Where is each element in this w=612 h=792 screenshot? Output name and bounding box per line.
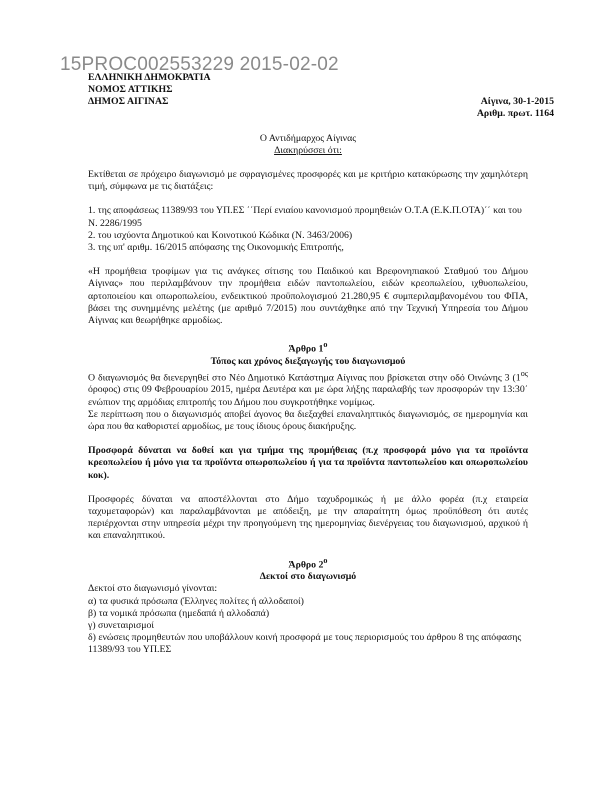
- article-1-heading: [88, 339, 528, 355]
- article-1-partial-offer-note: Προσφορά δύναται να δοθεί και για τμήμα της προμήθειας (π.χ προσφορά μόνο για τα προϊόντα κρεοπωλείου ή μόνο για τα προϊόντα οπωροπωλείου ή για τα προϊόντα παντοπωλείου και οπωροπωλείου κοκ).: [88, 445, 528, 481]
- article-1-paragraph-2: Σε περίπτωση που ο διαγωνισμός αποβεί άγονος θα διεξαχθεί επαναληπτικός διαγωνισμός, σε ημερομηνία και ώρα που θα καθοριστεί αρμοδίως, με τους ίδιους όρους διακήρυξης.: [88, 408, 528, 432]
- letterhead-prefecture: ΝΟΜΟΣ ΑΤΤΙΚΗΣ: [88, 84, 173, 96]
- article-1-paragraph-3: Προσφορές δύναται να αποστέλλονται στο Δήμο ταχυδρομικώς ή με άλλο φορέα (π.χ εταιρεία ταχυμεταφορών) και παραλαμβάνονται με απόδειξη, με την απαραίτητη όμως προϋπόθεση ότι αυτές περιέρχονται στην υπηρεσία μέχρι την προηγούμενη της ημερομηνίας διενέργειας του διαγωνισμού, αρχικού ή και επαναληπτικού.: [88, 493, 528, 542]
- provision-item: 1. της αποφάσεως 11389/93 του ΥΠ.ΕΣ ΄΄Περί ενιαίου κανονισμού προμηθειών Ο.Τ.Α (Ε.Κ.Π.ΟΤΑ)΄΄ και του Ν. 2286/1995: [88, 205, 522, 229]
- subject-paragraph: «Η προμήθεια τροφίμων για τις ανάγκες σίτισης του Παιδικού και Βρεφονηπιακού Σταθμού του Δήμου Αίγινας» που περιλαμβάνουν την προμήθεια ειδών παντοπωλείου, ειδών κρεοπωλείου, ιχθυοπωλείου, αρτοποιείου και οπωροπωλείου, ενδεικτικού προϋπολογισμού 21.280,95 € συμπεριλαμβανομένου του ΦΠΑ, βάσει της συνημμένης μελέτης (με αριθμό 7/2015) που συντάχθηκε από την Τεχνική Υπηρεσία του Δήμου Αίγινας και θεωρήθηκε αρμοδίως.: [88, 266, 528, 327]
- article-1-para1-sup: ος: [520, 368, 528, 378]
- document-page: [88, 72, 554, 657]
- provision-item: 3. της υπ' αριθμ. 16/2015 απόφασης της Οικονομικής Επιτροπής,: [88, 242, 344, 254]
- letterhead-country: ΕΛΛΗΝΙΚΗ ΔΗΜΟΚΡΑΤΙΑ: [88, 72, 211, 83]
- eligible-item: β) τα νομικά πρόσωπα (ημεδαπά ή αλλοδαπά): [88, 607, 270, 619]
- article-1-paragraph-1: [88, 368, 528, 409]
- issuer-announces: Διακηρύσσει ότι:: [274, 144, 342, 156]
- letterhead: [88, 72, 554, 120]
- article-1-para1-part-a: Ο διαγωνισμός θα διενεργηθεί στο Νέο Δημοτικό Κατάστημα Αίγινας που βρίσκεται στην οδό Οινώνης 3 (1: [88, 372, 521, 384]
- article-2-intro: Δεκτοί στο διαγωνισμό γίνονται:: [88, 583, 218, 595]
- article-2-heading-sup: ο: [323, 555, 328, 565]
- provision-item: 2. του ισχύοντα Δημοτικού και Κοινοτικού Κώδικα (Ν. 3463/2006): [88, 229, 353, 241]
- article-1-para1-part-b: όροφος) στις 09 Φεβρουαρίου 2015, ημέρα Δευτέρα και με ώρα λήξης παραλαβής των προσφορών την 13:30΄ ενώπιον της αρμόδιας επιτροπής του Δήμου που συγκροτήθηκε νομίμως.: [88, 384, 528, 408]
- eligible-item: α) τα φυσικά πρόσωπα (Έλληνες πολίτες ή αλλοδαποί): [88, 595, 304, 607]
- article-1-subheading: Τόπος και χρόνος διεξαγωγής του διαγωνισμού: [210, 355, 406, 367]
- article-1-heading-sup: ο: [323, 340, 328, 350]
- document-date: Αίγινα, 30-1-2015: [480, 96, 554, 107]
- eligible-item: δ) ενώσεις προμηθευτών που υποβάλλουν κοινή προσφορά με τους περιορισμούς του άρθρου 8 της απόφασης 11389/93 του ΥΠ.ΕΣ: [88, 632, 522, 656]
- document-id-stamp: 15PROC002553229 2015-02-02: [60, 54, 339, 75]
- letterhead-municipality: ΔΗΜΟΣ ΑΙΓΙΝΑΣ: [88, 96, 169, 108]
- issuer-title: Ο Αντιδήμαρχος Αίγινας: [259, 132, 357, 144]
- date-protocol-block: [477, 96, 554, 120]
- eligible-item: γ) συνεταιρισμοί: [88, 619, 155, 631]
- article-2-heading-text: Άρθρο 2: [288, 558, 324, 570]
- intro-paragraph: Εκτίθεται σε πρόχειρο διαγωνισμό με σφραγισμένες προσφορές και με κριτήριο κατακύρωσης την χαμηλότερη τιμή, σύμφωνα με τις διατάξεις:: [88, 169, 528, 193]
- article-2-subheading: Δεκτοί στο διαγωνισμό: [259, 571, 357, 583]
- protocol-number: Αριθμ. πρωτ. 1164: [476, 108, 554, 120]
- article-1-heading-text: Άρθρο 1: [288, 343, 324, 355]
- article-2-heading: [88, 555, 528, 571]
